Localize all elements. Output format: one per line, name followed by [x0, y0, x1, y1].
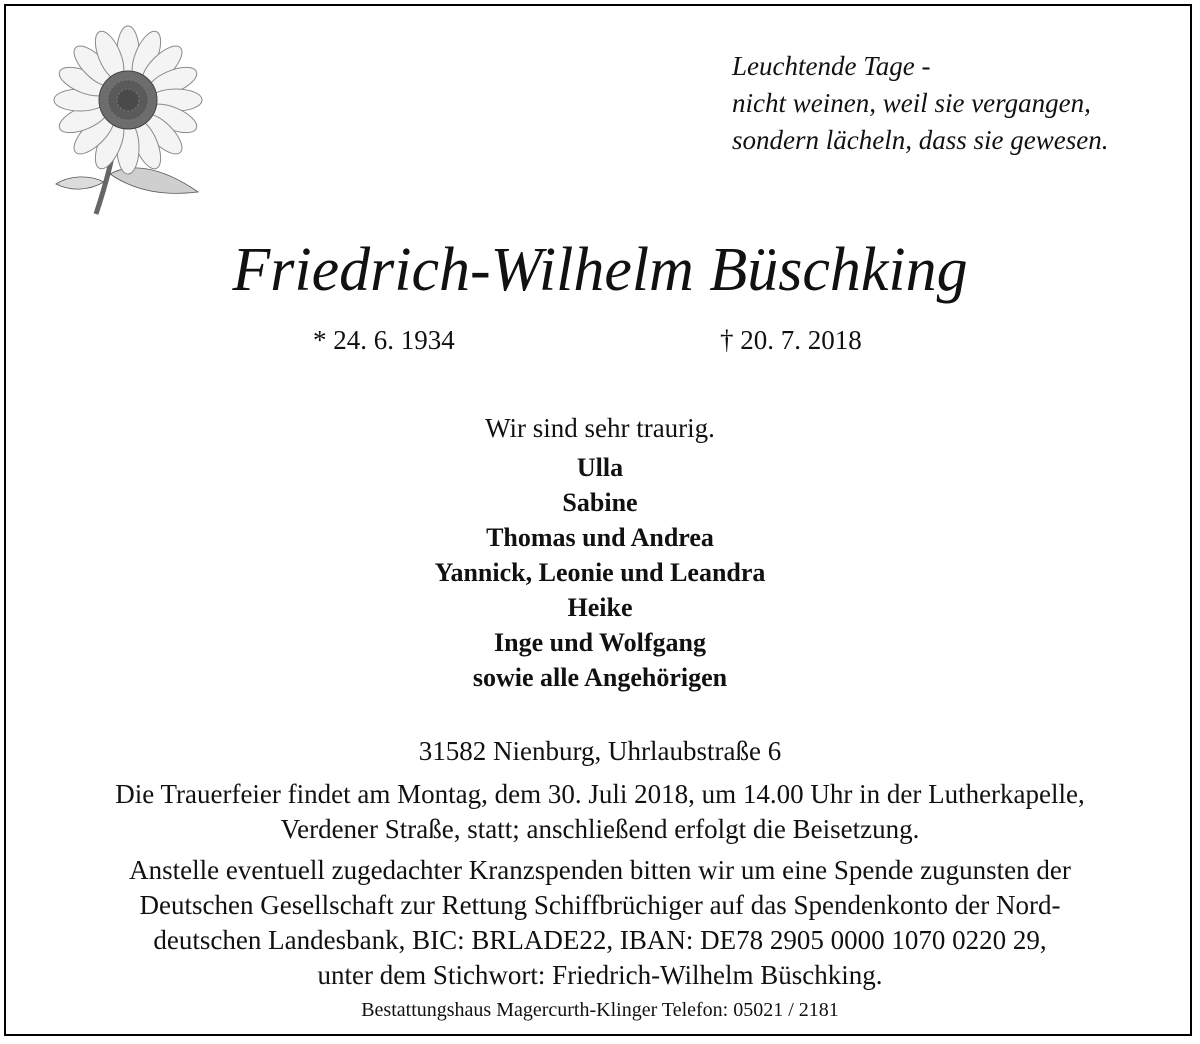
undertaker-contact: Bestattungshaus Magercurth-Klinger Telefon: 05021 / 2181 — [361, 999, 839, 1021]
mourner-line: Sabine — [562, 488, 638, 517]
mourner-line: Yannick, Leonie und Leandra — [434, 558, 766, 587]
mourner-line: Inge und Wolfgang — [494, 628, 706, 657]
ceremony-line: Die Trauerfeier findet am Montag, dem 30. Juli 2018, um 14.00 Uhr in der Lutherkapelle, — [115, 779, 1085, 809]
motto-line: nicht weinen, weil sie vergangen, — [732, 88, 1091, 118]
motto-line: sondern lächeln, dass sie gewesen. — [732, 125, 1109, 155]
donation-line: unter dem Stichwort: Friedrich-Wilhelm Büschking. — [317, 960, 883, 990]
donation-request — [0, 853, 1200, 993]
mourning-statement: Wir sind sehr traurig. — [485, 413, 715, 443]
birth-date: * 24. 6. 1934 — [313, 325, 455, 355]
donation-line: Deutschen Gesellschaft zur Rettung Schiffbrüchiger auf das Spendenkonto der Nord- — [139, 890, 1061, 920]
mourner-line: Thomas und Andrea — [486, 523, 714, 552]
ceremony-details — [0, 777, 1200, 847]
mourner-line: sowie alle Angehörigen — [472, 663, 728, 692]
death-date: † 20. 7. 2018 — [720, 325, 862, 355]
sunflower-icon — [48, 24, 208, 216]
mourner-line: Ulla — [576, 453, 624, 482]
motto-line: Leuchtende Tage - — [732, 51, 931, 81]
mourner-line: Heike — [567, 593, 633, 622]
family-address: 31582 Nienburg, Uhrlaubstraße 6 — [418, 736, 782, 766]
deceased-name: Friedrich-Wilhelm Büschking — [232, 236, 968, 304]
motto-verse — [732, 48, 1108, 159]
ceremony-line: Verdener Straße, statt; anschließend erfolgt die Beisetzung. — [280, 814, 920, 844]
donation-line: Anstelle eventuell zugedachter Kranzspenden bitten wir um eine Spende zugunsten der — [129, 855, 1071, 885]
mourners-list — [0, 450, 1200, 695]
donation-line: deutschen Landesbank, BIC: BRLADE22, IBAN: DE78 2905 0000 1070 0220 29, — [153, 925, 1047, 955]
